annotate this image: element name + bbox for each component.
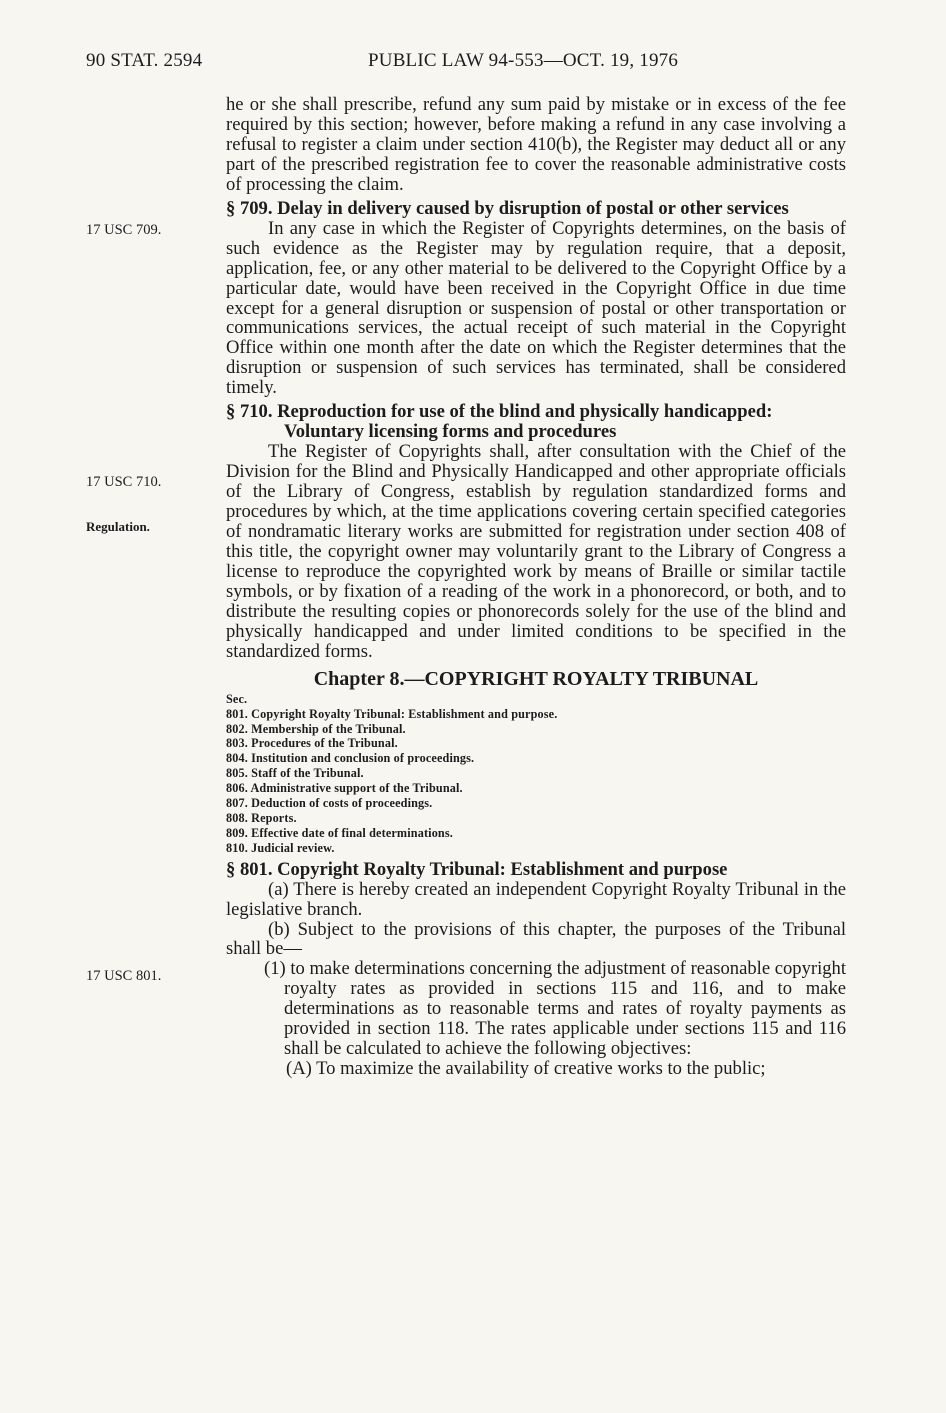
section-709-text: In any case in which the Register of Copyrights determines, on the basis of such evidence as the Register may by regulation require, that a deposit, application, fee, or any other material to be delivered to the Copyright Office by a particular date, would have been received in the Copyright Office in due time except for a general disruption or suspension of postal or other transportation or communications services, the actual receipt of such material in the Copyright Office within one month after the date on which the Register determines that the disruption or suspension of such services has terminated, shall be considered timely.	[226, 217, 846, 399]
toc-item: 810. Judicial review.	[226, 840, 335, 855]
section-710-heading: § 710. Reproduction for use of the blind and physically handicapped: Voluntary licensing forms and procedures	[226, 401, 773, 443]
margin-note-usc-801: 17 USC 801.	[86, 968, 162, 984]
section-709-heading: § 709. Delay in delivery caused by disruption of postal or other services	[226, 197, 789, 219]
section-801-heading: § 801. Copyright Royalty Tribunal: Establishment and purpose	[226, 858, 728, 880]
toc-item: 801. Copyright Royalty Tribunal: Establishment and purpose.	[226, 706, 558, 721]
toc-sec-label: Sec.	[226, 691, 248, 706]
margin-note-usc-710: 17 USC 710.	[86, 474, 162, 490]
section-801-paragraph-1: (1) to make determinations concerning the adjustment of reasonable copyright royalty rates as provided in sections 115 and 116, and to make determinations as to reasonable terms and rates of royalty payments as provided in section 118. The rates applicable under sections 115 and 116 shall be calculated to achieve the following objectives:	[264, 958, 846, 1060]
margin-note-usc-709: 17 USC 709.	[86, 222, 162, 238]
section-801-subsection-b: (b) Subject to the provisions of this chapter, the purposes of the Tribunal shall be—	[226, 918, 846, 960]
toc-item: 807. Deduction of costs of proceedings.	[226, 796, 433, 811]
chapter-8-title: Chapter 8.—COPYRIGHT ROYALTY TRIBUNAL	[313, 667, 759, 690]
chapter-table-of-contents	[226, 692, 846, 856]
toc-item: 809. Effective date of final determinations.	[226, 825, 453, 840]
section-710-text: The Register of Copyrights shall, after consultation with the Chief of the Division for the Blind and Physically Handicapped and other appropriate officials of the Library of Congress, establish by regulation standardized forms and procedures by which, at the time applications covering certain specified categories of nondramatic literary works are submitted for registration under section 408 of this title, the copyright owner may voluntarily grant to the Library of Congress a license to reproduce the copyrighted work by means of Braille or similar tactile symbols, or by fixation of a reading of the work in a phonorecord, or both, and to distribute the resulting copies or phonorecords solely for the use of the blind and physically handicapped and under limited conditions to be specified in the standardized forms.	[226, 441, 846, 662]
toc-item: 806. Administrative support of the Tribunal.	[226, 781, 463, 796]
section-801-subsection-a: (a) There is hereby created an independent Copyright Royalty Tribunal in the legislative branch.	[226, 878, 846, 920]
public-law-title: PUBLIC LAW 94-553—OCT. 19, 1976	[368, 50, 679, 71]
toc-item: 805. Staff of the Tribunal.	[226, 766, 364, 781]
statute-citation: 90 STAT. 2594	[86, 50, 203, 71]
page-header	[86, 50, 846, 78]
page-body	[226, 95, 846, 1079]
toc-item: 803. Procedures of the Tribunal.	[226, 736, 398, 751]
margin-note-regulation: Regulation.	[86, 519, 150, 534]
toc-item: 802. Membership of the Tribunal.	[226, 721, 406, 736]
toc-item: 804. Institution and conclusion of proceedings.	[226, 751, 475, 766]
section-801-subparagraph-a: (A) To maximize the availability of creative works to the public;	[286, 1058, 766, 1080]
intro-paragraph: he or she shall prescribe, refund any sum paid by mistake or in excess of the fee required by this section; however, before making a refund in any case involving a refusal to register a claim under section 410(b), the Register may deduct all or any part of the prescribed registration fee to cover the reasonable administrative costs of processing the claim.	[226, 94, 846, 195]
toc-item: 808. Reports.	[226, 810, 297, 825]
